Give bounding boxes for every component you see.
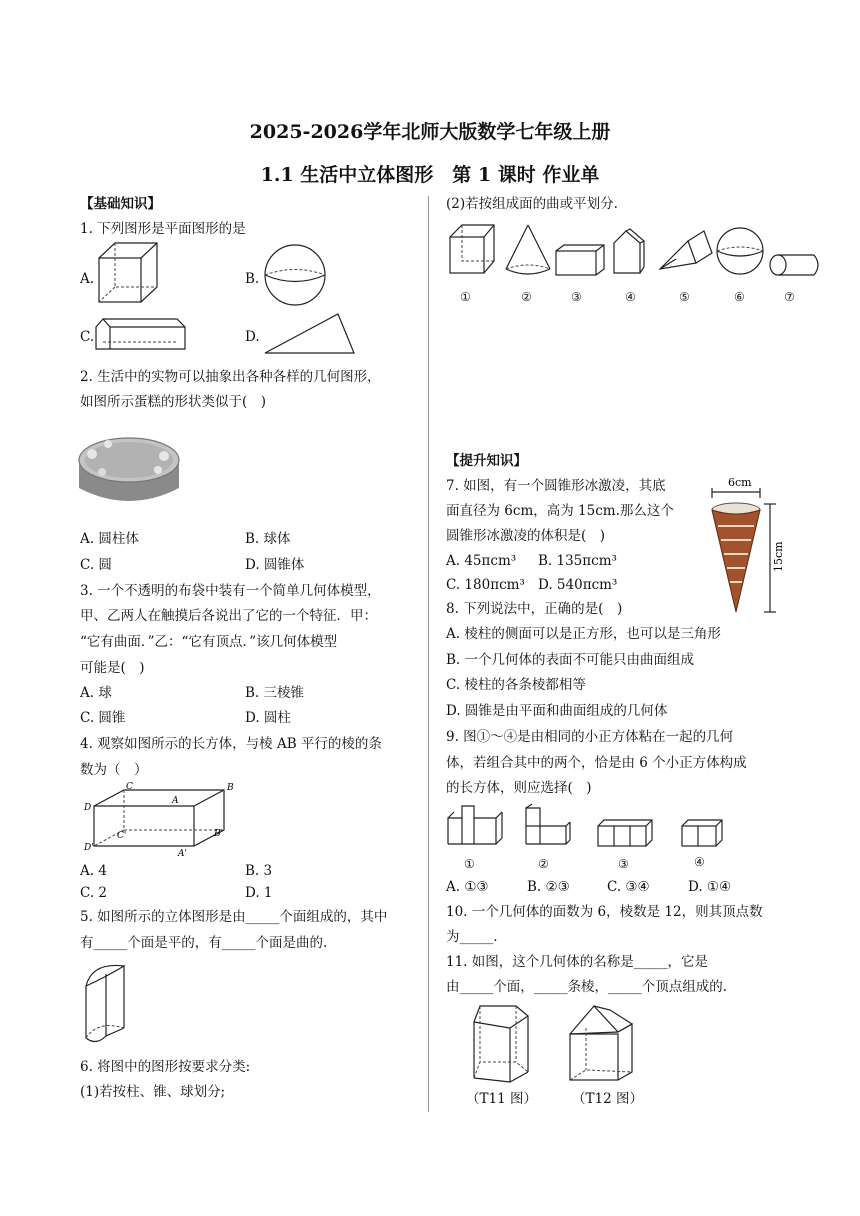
pentagonal-prism-figure — [470, 1004, 532, 1084]
label-b-prime: B' — [214, 829, 224, 839]
q1-option-a: A. — [80, 271, 95, 287]
block-num-4: ④ — [694, 855, 705, 869]
block-num-1: ① — [464, 857, 475, 871]
block-fig-4 — [682, 820, 722, 846]
shape-2-cone — [506, 225, 550, 274]
q7-option-a: A. 45πcm³ — [446, 553, 517, 569]
shape-5-tri-prism — [660, 231, 712, 269]
shape-1-cube — [450, 225, 494, 273]
q4-option-a: A. 4 — [80, 863, 107, 879]
house-prism-figure — [566, 1004, 636, 1084]
q2-option-c: C. 圆 — [80, 557, 112, 573]
q2-line2: 如图所示蛋糕的形状类似于( ) — [80, 394, 267, 410]
label-a: A — [172, 796, 179, 806]
shape-num-6: ⑥ — [734, 290, 745, 304]
dim-6cm: 6cm — [728, 476, 752, 489]
q8-option-d: D. 圆锥是由平面和曲面组成的几何体 — [446, 703, 668, 719]
label-b: B — [227, 783, 234, 793]
q10-line1: 10. 一个几何体的面数为 6，棱数是 12，则其顶点数 — [446, 904, 763, 920]
q5-line2: 有_____个面是平的，有_____个面是曲的. — [80, 935, 328, 951]
cylinder-wedge-figure — [84, 960, 126, 1048]
dim-15cm: 15cm — [772, 541, 785, 572]
shape-4-house — [614, 229, 644, 273]
column-divider — [428, 196, 429, 1112]
shape-6-sphere — [717, 228, 763, 274]
q3-option-b: B. 三棱锥 — [245, 685, 305, 701]
q2-option-d: D. 圆锥体 — [245, 557, 305, 573]
caption-t12: （T12 图） — [572, 1091, 643, 1107]
q7-line1: 7. 如图，有一个圆锥形冰激凌，其底 — [446, 478, 666, 494]
label-c-prime: C' — [117, 831, 127, 841]
block-fig-2 — [526, 804, 570, 844]
label-d: D — [84, 803, 92, 813]
cake-image — [78, 434, 180, 512]
q8-option-c: C. 棱柱的各条棱都相等 — [446, 677, 586, 693]
q7-option-b: B. 135πcm³ — [538, 553, 617, 569]
cube-figure — [98, 242, 158, 304]
q2-line1: 2. 生活中的实物可以抽象出各种各样的几何图形， — [80, 369, 381, 385]
section-basic: 【基础知识】 — [80, 196, 161, 212]
q8-option-a: A. 棱柱的侧面可以是正方形，也可以是三角形 — [446, 626, 721, 642]
q9-option-b: B. ②③ — [527, 879, 570, 895]
q2-option-a: A. 圆柱体 — [80, 531, 139, 547]
q7-option-c: C. 180πcm³ — [446, 577, 525, 593]
q10-line2: 为_____. — [446, 929, 498, 945]
q9-option-d: D. ①④ — [688, 879, 732, 895]
caption-t11: （T11 图） — [466, 1091, 537, 1107]
q11-line2: 由_____个面，_____条棱，_____个顶点组成的. — [446, 979, 728, 995]
q1-option-b: B. — [245, 271, 260, 287]
q4-option-c: C. 2 — [80, 885, 108, 901]
shapes-row — [448, 223, 820, 281]
shape-3-cuboid — [556, 245, 604, 275]
label-a-prime: A' — [178, 849, 187, 859]
q6-part2: (2)若按组成面的曲或平划分. — [446, 196, 618, 212]
shape-7-cylinder — [770, 255, 818, 275]
q6-line1: 6. 将图中的图形按要求分类: — [80, 1059, 251, 1075]
q3-option-d: D. 圆柱 — [245, 710, 291, 726]
ice-cream-cone-image — [704, 474, 786, 616]
block-fig-1 — [448, 806, 502, 844]
block-num-2: ② — [538, 857, 549, 871]
page-title: 2025-2026学年北师大版数学七年级上册 — [249, 121, 611, 143]
block-fig-3 — [598, 820, 652, 846]
q9-line1: 9. 图①～④是由相同的小正方体粘在一起的几何 — [446, 729, 734, 745]
shape-num-1: ① — [460, 290, 471, 304]
q4-line1: 4. 观察如图所示的长方体，与棱 AB 平行的棱的条 — [80, 736, 382, 752]
q4-option-b: B. 3 — [245, 863, 273, 879]
label-c: C — [126, 782, 133, 792]
q3-line4: 可能是( ) — [80, 660, 145, 676]
q3-option-c: C. 圆锥 — [80, 710, 126, 726]
q1-option-c: C. — [80, 329, 95, 345]
sphere-figure — [264, 244, 326, 306]
q4-line2: 数为（ ） — [80, 762, 148, 778]
q3-option-a: A. 球 — [80, 685, 112, 701]
shape-num-5: ⑤ — [679, 290, 690, 304]
triangle-figure — [264, 313, 356, 355]
page-subtitle: 1.1 生活中立体图形 第 1 课时 作业单 — [260, 164, 600, 186]
q8-option-b: B. 一个几何体的表面不可能只由曲面组成 — [446, 652, 695, 668]
q9-line3: 的长方体，则应选择( ) — [446, 780, 592, 796]
q6-line2: (1)若按柱、锥、球划分; — [80, 1084, 226, 1100]
q9-line2: 体，若组合其中的两个，恰是由 6 个小正方体构成 — [446, 755, 747, 771]
q9-option-c: C. ③④ — [607, 879, 650, 895]
shape-num-2: ② — [521, 290, 532, 304]
q3-line2: 甲、乙两人在触摸后各说出了它的一个特征．甲： — [80, 608, 377, 624]
shape-num-4: ④ — [625, 290, 636, 304]
q3-line1: 3. 一个不透明的布袋中装有一个简单几何体模型， — [80, 583, 381, 599]
block-num-3: ③ — [618, 857, 629, 871]
label-d-prime: D' — [84, 843, 94, 853]
q5-line1: 5. 如图所示的立体图形是由_____个面组成的，其中 — [80, 909, 388, 925]
shape-num-3: ③ — [571, 290, 582, 304]
q9-option-a: A. ①③ — [446, 879, 489, 895]
q2-option-b: B. 球体 — [245, 531, 291, 547]
q11-line1: 11. 如图，这个几何体的名称是_____，它是 — [446, 954, 709, 970]
prism-figure — [95, 318, 187, 352]
q7-line3: 圆锥形冰激凌的体积是( ) — [446, 528, 606, 544]
cuboid-figure — [84, 782, 234, 859]
q3-line3: “它有曲面．”乙：“它有顶点．”该几何体模型 — [80, 634, 338, 650]
q4-option-d: D. 1 — [245, 885, 273, 901]
shape-num-7: ⑦ — [784, 290, 795, 304]
q1-stem: 1. 下列图形是平面图形的是 — [80, 221, 246, 237]
q8-stem: 8. 下列说法中，正确的是( ) — [446, 601, 623, 617]
q7-option-d: D. 540πcm³ — [538, 577, 618, 593]
cube-blocks-figure — [446, 804, 728, 850]
q1-option-d: D. — [245, 329, 260, 345]
section-advanced: 【提升知识】 — [446, 453, 527, 469]
q7-line2: 面直径为 6cm，高为 15cm.那么这个 — [446, 503, 674, 519]
